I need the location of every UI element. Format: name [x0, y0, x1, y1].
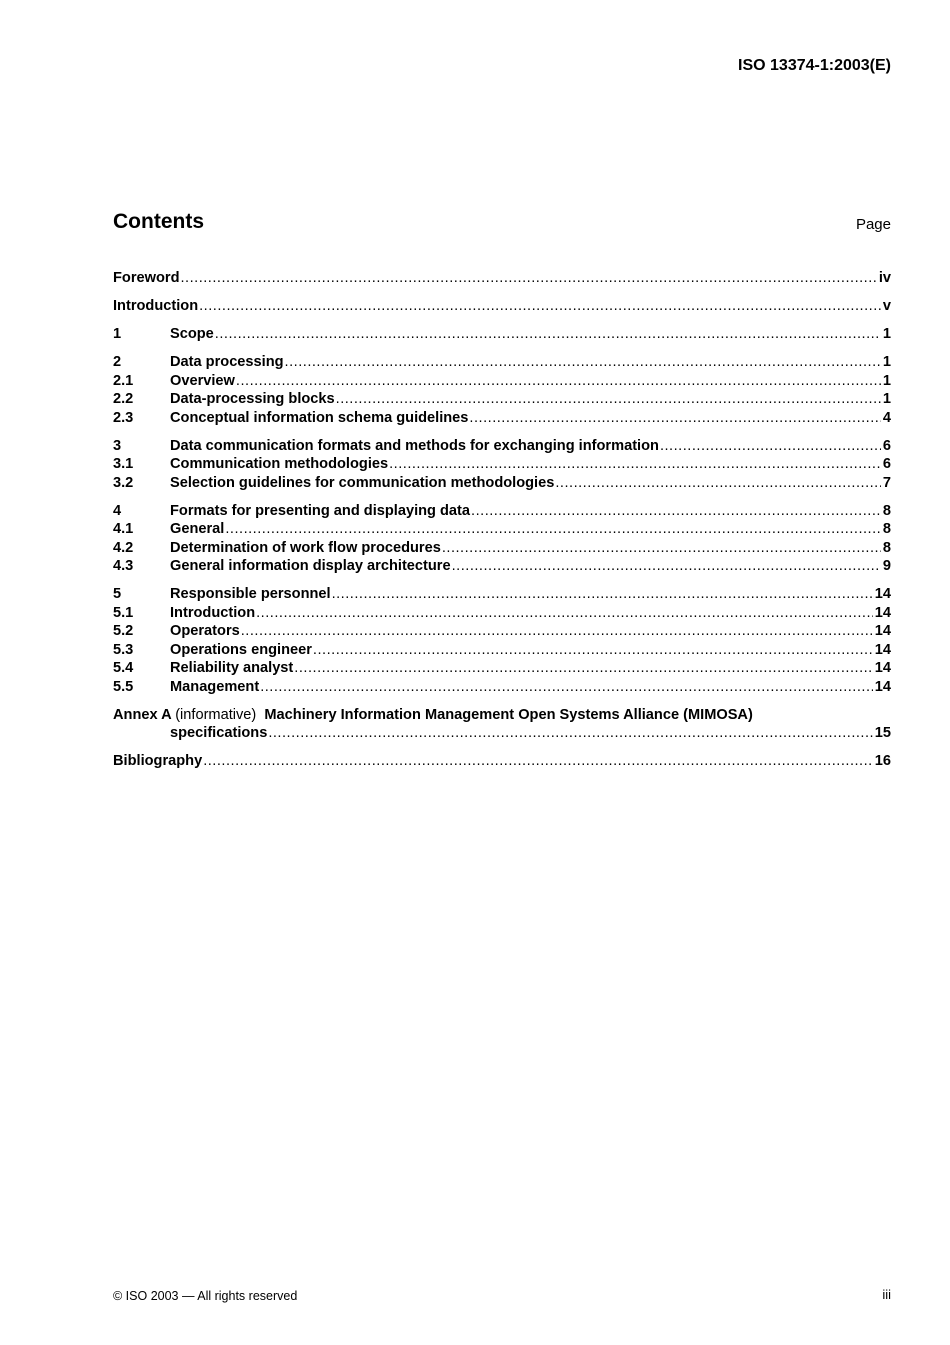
toc-entry-page: 9 [882, 558, 891, 574]
dot-leader [268, 724, 872, 743]
toc-entry-page: 6 [882, 437, 891, 454]
table-of-contents [113, 269, 891, 780]
toc-entry-number: 4.3 [113, 558, 134, 574]
toc-entry-5-1[interactable] [113, 604, 891, 623]
footer-copyright: © ISO 2003 — All rights reserved [113, 1289, 298, 1303]
toc-entry-page: 8 [882, 502, 891, 519]
toc-entry-annex-a[interactable] [113, 706, 891, 725]
toc-entry-number: 2.3 [113, 409, 134, 426]
toc-entry-page: 7 [882, 474, 891, 491]
toc-entry-2[interactable] [113, 353, 891, 372]
dot-leader [660, 437, 881, 456]
toc-entry-page: 1 [882, 354, 891, 370]
toc-entry-number: 5.1 [113, 604, 134, 621]
toc-entry-page: 1 [882, 391, 891, 407]
toc-entry-page: 14 [874, 641, 891, 658]
toc-entry-title: Management [170, 678, 260, 695]
dot-leader [294, 659, 872, 678]
dot-leader [256, 604, 873, 623]
page-column-heading: Page [855, 216, 891, 233]
dot-leader [225, 520, 881, 539]
toc-entry-number: 4.1 [113, 521, 134, 537]
dot-leader [336, 390, 881, 409]
toc-group-annex-a [113, 706, 891, 743]
toc-entry-number: 5 [113, 586, 122, 602]
dot-leader [241, 622, 873, 641]
dot-leader [332, 585, 873, 604]
toc-entry-title: Responsible personnel [170, 586, 331, 602]
toc-entry-introduction[interactable] [113, 297, 891, 316]
toc-entry-number: 4 [113, 502, 122, 519]
dot-leader [452, 557, 881, 576]
toc-entry-page: 14 [874, 660, 891, 676]
toc-entry-page: 15 [874, 725, 891, 741]
toc-entry-5-2[interactable] [113, 622, 891, 641]
dot-leader [285, 353, 881, 372]
toc-entry-number: 5.5 [113, 678, 134, 695]
toc-entry-number: 5.2 [113, 623, 134, 639]
toc-entry-title: Operators [170, 623, 240, 639]
toc-group-section-1 [113, 325, 891, 344]
toc-group-section-2 [113, 353, 891, 427]
toc-entry-page: 1 [882, 326, 891, 342]
toc-entry-title: Scope [170, 326, 214, 342]
toc-entry-title: Introduction [170, 604, 256, 621]
dot-leader [180, 269, 876, 288]
toc-entry-4-3[interactable] [113, 557, 891, 576]
toc-entry-title: Selection guidelines for communication methodologies [170, 474, 555, 491]
toc-entry-number: 2.2 [113, 391, 134, 407]
toc-entry-3[interactable] [113, 437, 891, 456]
toc-entry-title: Bibliography [113, 753, 203, 769]
dot-leader [313, 641, 873, 660]
toc-entry-title: Conceptual information schema guidelines [170, 409, 469, 426]
toc-entry-1[interactable] [113, 325, 891, 344]
toc-entry-title: General information display architecture [170, 558, 451, 574]
toc-entry-annex-a-continued[interactable] [113, 724, 891, 743]
toc-entry-page: v [882, 298, 891, 314]
toc-entry-number: 4.2 [113, 539, 134, 556]
toc-entry-title: Data processing [170, 354, 284, 370]
toc-group-bibliography [113, 752, 891, 771]
toc-entry-number: 2 [113, 354, 122, 370]
toc-entry-title: Overview [170, 372, 235, 389]
dot-leader [442, 539, 881, 558]
toc-entry-page: 8 [882, 521, 891, 537]
toc-entry-title: Foreword [113, 270, 180, 286]
dot-leader [260, 678, 873, 697]
toc-entry-2-2[interactable] [113, 390, 891, 409]
toc-entry-page: 14 [874, 678, 891, 695]
toc-entry-title: specifications [170, 725, 268, 741]
toc-entry-title: General [170, 521, 225, 537]
toc-entry-3-2[interactable] [113, 474, 891, 493]
toc-group-foreword [113, 269, 891, 288]
dot-leader [236, 372, 881, 391]
toc-entry-page: 14 [874, 604, 891, 621]
annex-label: Annex A [113, 706, 172, 723]
toc-entry-page: 14 [874, 623, 891, 639]
toc-entry-title: Communication methodologies [170, 456, 389, 472]
toc-entry-number: 3 [113, 437, 122, 454]
toc-entry-number: 5.3 [113, 641, 134, 658]
toc-entry-page: iv [878, 270, 891, 286]
toc-entry-3-1[interactable] [113, 455, 891, 474]
toc-entry-number: 3.1 [113, 456, 134, 472]
toc-entry-2-1[interactable] [113, 372, 891, 391]
toc-entry-page: 8 [882, 539, 891, 556]
toc-group-section-4 [113, 502, 891, 576]
toc-entry-page: 6 [882, 456, 891, 472]
dot-leader [469, 409, 880, 428]
footer-page-number: iii [882, 1287, 891, 1302]
dot-leader [203, 752, 873, 771]
toc-entry-2-3[interactable] [113, 409, 891, 428]
dot-leader [471, 502, 881, 521]
toc-entry-5-3[interactable] [113, 641, 891, 660]
toc-entry-title: Data-processing blocks [170, 391, 335, 407]
dot-leader [389, 455, 881, 474]
toc-entry-title: Determination of work flow procedures [170, 539, 441, 556]
toc-group-introduction [113, 297, 891, 316]
toc-entry-foreword[interactable] [113, 269, 891, 288]
toc-entry-title: Operations engineer [170, 641, 312, 658]
toc-entry-number: 3.2 [113, 474, 134, 491]
dot-leader [199, 297, 881, 316]
toc-entry-page: 14 [874, 586, 891, 602]
dot-leader [555, 474, 881, 493]
toc-entry-page: 1 [882, 372, 891, 389]
toc-entry-5[interactable] [113, 585, 891, 604]
annex-title: Machinery Information Management Open Systems Alliance (MIMOSA) [264, 706, 753, 723]
toc-group-section-3 [113, 437, 891, 493]
dot-leader [215, 325, 881, 344]
toc-entry-5-4[interactable] [113, 659, 891, 678]
toc-entry-number: 5.4 [113, 660, 134, 676]
toc-entry-5-5[interactable] [113, 678, 891, 697]
toc-entry-title: Introduction [113, 298, 199, 314]
toc-group-section-5 [113, 585, 891, 696]
toc-entry-page: 4 [882, 409, 891, 426]
toc-entry-4-2[interactable] [113, 539, 891, 558]
toc-entry-number: 1 [113, 326, 122, 342]
contents-heading: Contents [113, 210, 204, 233]
toc-entry-number: 2.1 [113, 372, 134, 389]
toc-entry-4-1[interactable] [113, 520, 891, 539]
toc-entry-page: 16 [874, 753, 891, 769]
toc-entry-title: Formats for presenting and displaying data [170, 502, 471, 519]
toc-entry-title: Data communication formats and methods for exchanging information [170, 437, 659, 454]
toc-entry-title: Reliability analyst [170, 660, 294, 676]
annex-qualifier: (informative) [175, 706, 257, 723]
toc-entry-4[interactable] [113, 502, 891, 521]
toc-entry-bibliography[interactable] [113, 752, 891, 771]
document-id: ISO 13374-1:2003(E) [738, 57, 891, 74]
